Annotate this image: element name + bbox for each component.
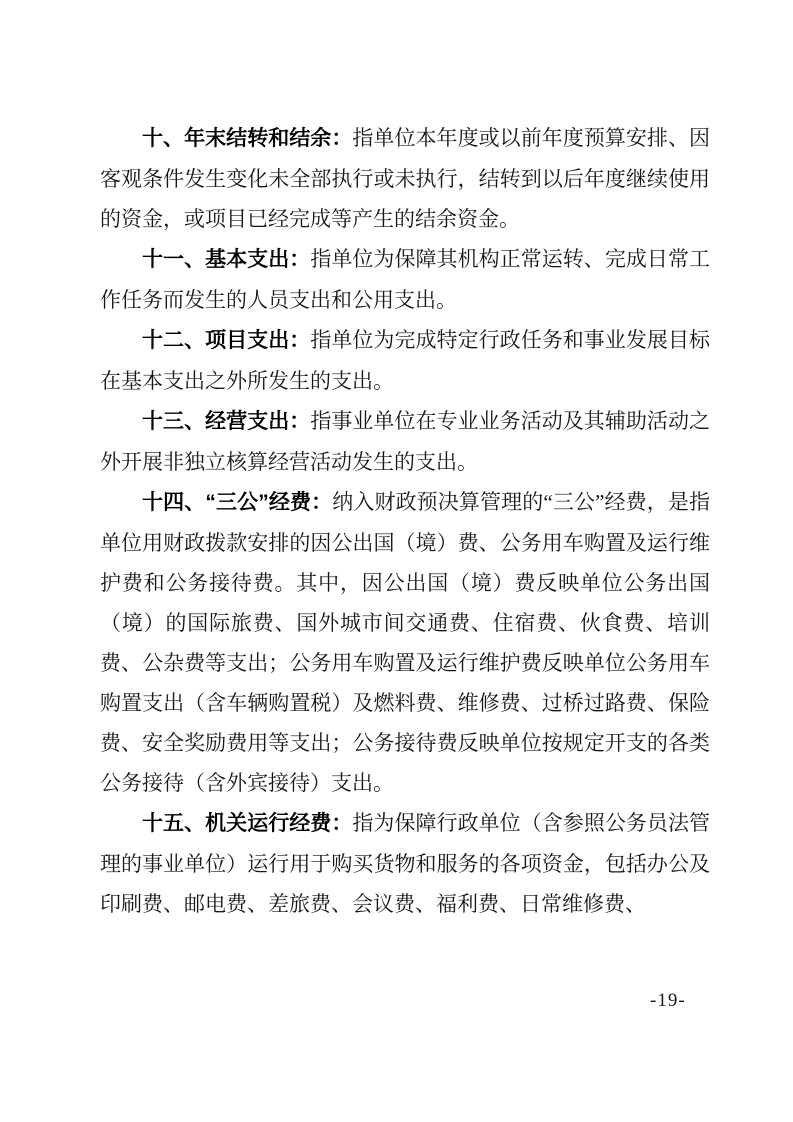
term-heading: 十四、“三公”经费： bbox=[142, 491, 333, 514]
term-definition: 指单位为保障其机构正常运转、完成日常工作任务而发生的人员支出和公用支出。 bbox=[100, 247, 711, 312]
term-heading: 十一、基本支出： bbox=[142, 248, 311, 271]
term-heading: 十五、机关运行经费： bbox=[142, 812, 353, 835]
paragraph-year-end-carryover bbox=[100, 118, 710, 239]
term-definition: 纳入财政预决算管理的“三公”经费，是指单位用财政拨款安排的因公出国（境）费、公务用车购置及运行维护费和公务接待费。其中，因公出国（境）费反映单位公务出国（境）的国际旅费、国外城市间交通费、住宿费、伙食费、培训费、公杂费等支出；公务用车购置及运行维护费反映单位公务用车购置支出（含车辆购置税）及燃料费、维修费、过桥过路费、保险费、安全奖励费用等支出；公务接待费反映单位按规定开支的各类公务接待（含外宾接待）支出。 bbox=[100, 490, 711, 795]
paragraph-agency-operating-funds bbox=[100, 803, 710, 924]
term-heading: 十三、经营支出： bbox=[142, 410, 311, 433]
content-area bbox=[100, 118, 710, 924]
term-definition: 指事业单位在专业业务活动及其辅助活动之外开展非独立核算经营活动发生的支出。 bbox=[100, 409, 711, 474]
term-heading: 十、年末结转和结余： bbox=[142, 127, 353, 150]
term-definition: 指单位为完成特定行政任务和事业发展目标在基本支出之外所发生的支出。 bbox=[100, 328, 711, 393]
term-definition: 指单位本年度或以前年度预算安排、因客观条件发生变化未全部执行或未执行，结转到以后年度继续使用的资金，或项目已经完成等产生的结余资金。 bbox=[100, 126, 711, 231]
paragraph-project-expenditure bbox=[100, 320, 710, 401]
term-definition: 指为保障行政单位（含参照公务员法管理的事业单位）运行用于购买货物和服务的各项资金，包括办公及印刷费、邮电费、差旅费、会议费、福利费、日常维修费、 bbox=[100, 811, 711, 916]
page-number: -19- bbox=[650, 990, 686, 1011]
term-heading: 十二、项目支出： bbox=[142, 329, 311, 352]
paragraph-three-public-funds bbox=[100, 482, 710, 803]
paragraph-operating-expenditure bbox=[100, 401, 710, 482]
paragraph-basic-expenditure bbox=[100, 239, 710, 320]
